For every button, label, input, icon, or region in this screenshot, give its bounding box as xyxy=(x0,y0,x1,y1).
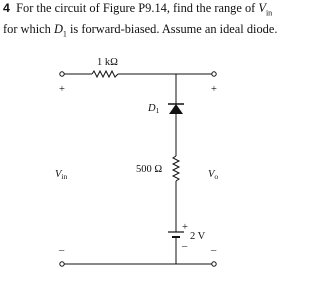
vin-symbol: V xyxy=(258,1,266,15)
terminal-vo-top xyxy=(212,72,216,76)
diode-label: D1 xyxy=(148,103,160,115)
problem-text-line2a: for which xyxy=(3,22,54,37)
diode-triangle xyxy=(169,104,183,114)
battery-label: 2 V xyxy=(190,231,206,242)
problem-text-line2b: is forward-biased. Assume an ideal diode. xyxy=(66,22,278,37)
resistor-1k xyxy=(92,71,118,77)
vo-plus-sign: + xyxy=(211,84,217,95)
resistor-500 xyxy=(173,156,179,181)
d1-symbol: D xyxy=(53,22,63,37)
resistor-1k-label: 1 kΩ xyxy=(97,57,118,68)
battery-plus-sign: + xyxy=(182,222,188,233)
resistor-500-label: 500 Ω xyxy=(136,164,163,175)
battery-minus-sign: – xyxy=(182,241,188,252)
vo-minus-sign: – xyxy=(211,245,217,256)
terminal-vin-top xyxy=(60,72,64,76)
vin-plus-sign: + xyxy=(59,84,65,95)
problem-number: 4 xyxy=(3,1,10,15)
d1-subscript: 1 xyxy=(62,29,67,39)
problem-text-line1: For the circuit of Figure P9.14, find the range of xyxy=(16,1,259,15)
terminal-vin-bottom xyxy=(60,262,64,266)
terminal-vo-bottom xyxy=(212,262,216,266)
vin-label: Vin xyxy=(55,169,68,181)
vin-minus-sign: – xyxy=(59,245,65,256)
vo-label: Vo xyxy=(208,169,219,181)
vin-subscript: in xyxy=(265,8,273,18)
